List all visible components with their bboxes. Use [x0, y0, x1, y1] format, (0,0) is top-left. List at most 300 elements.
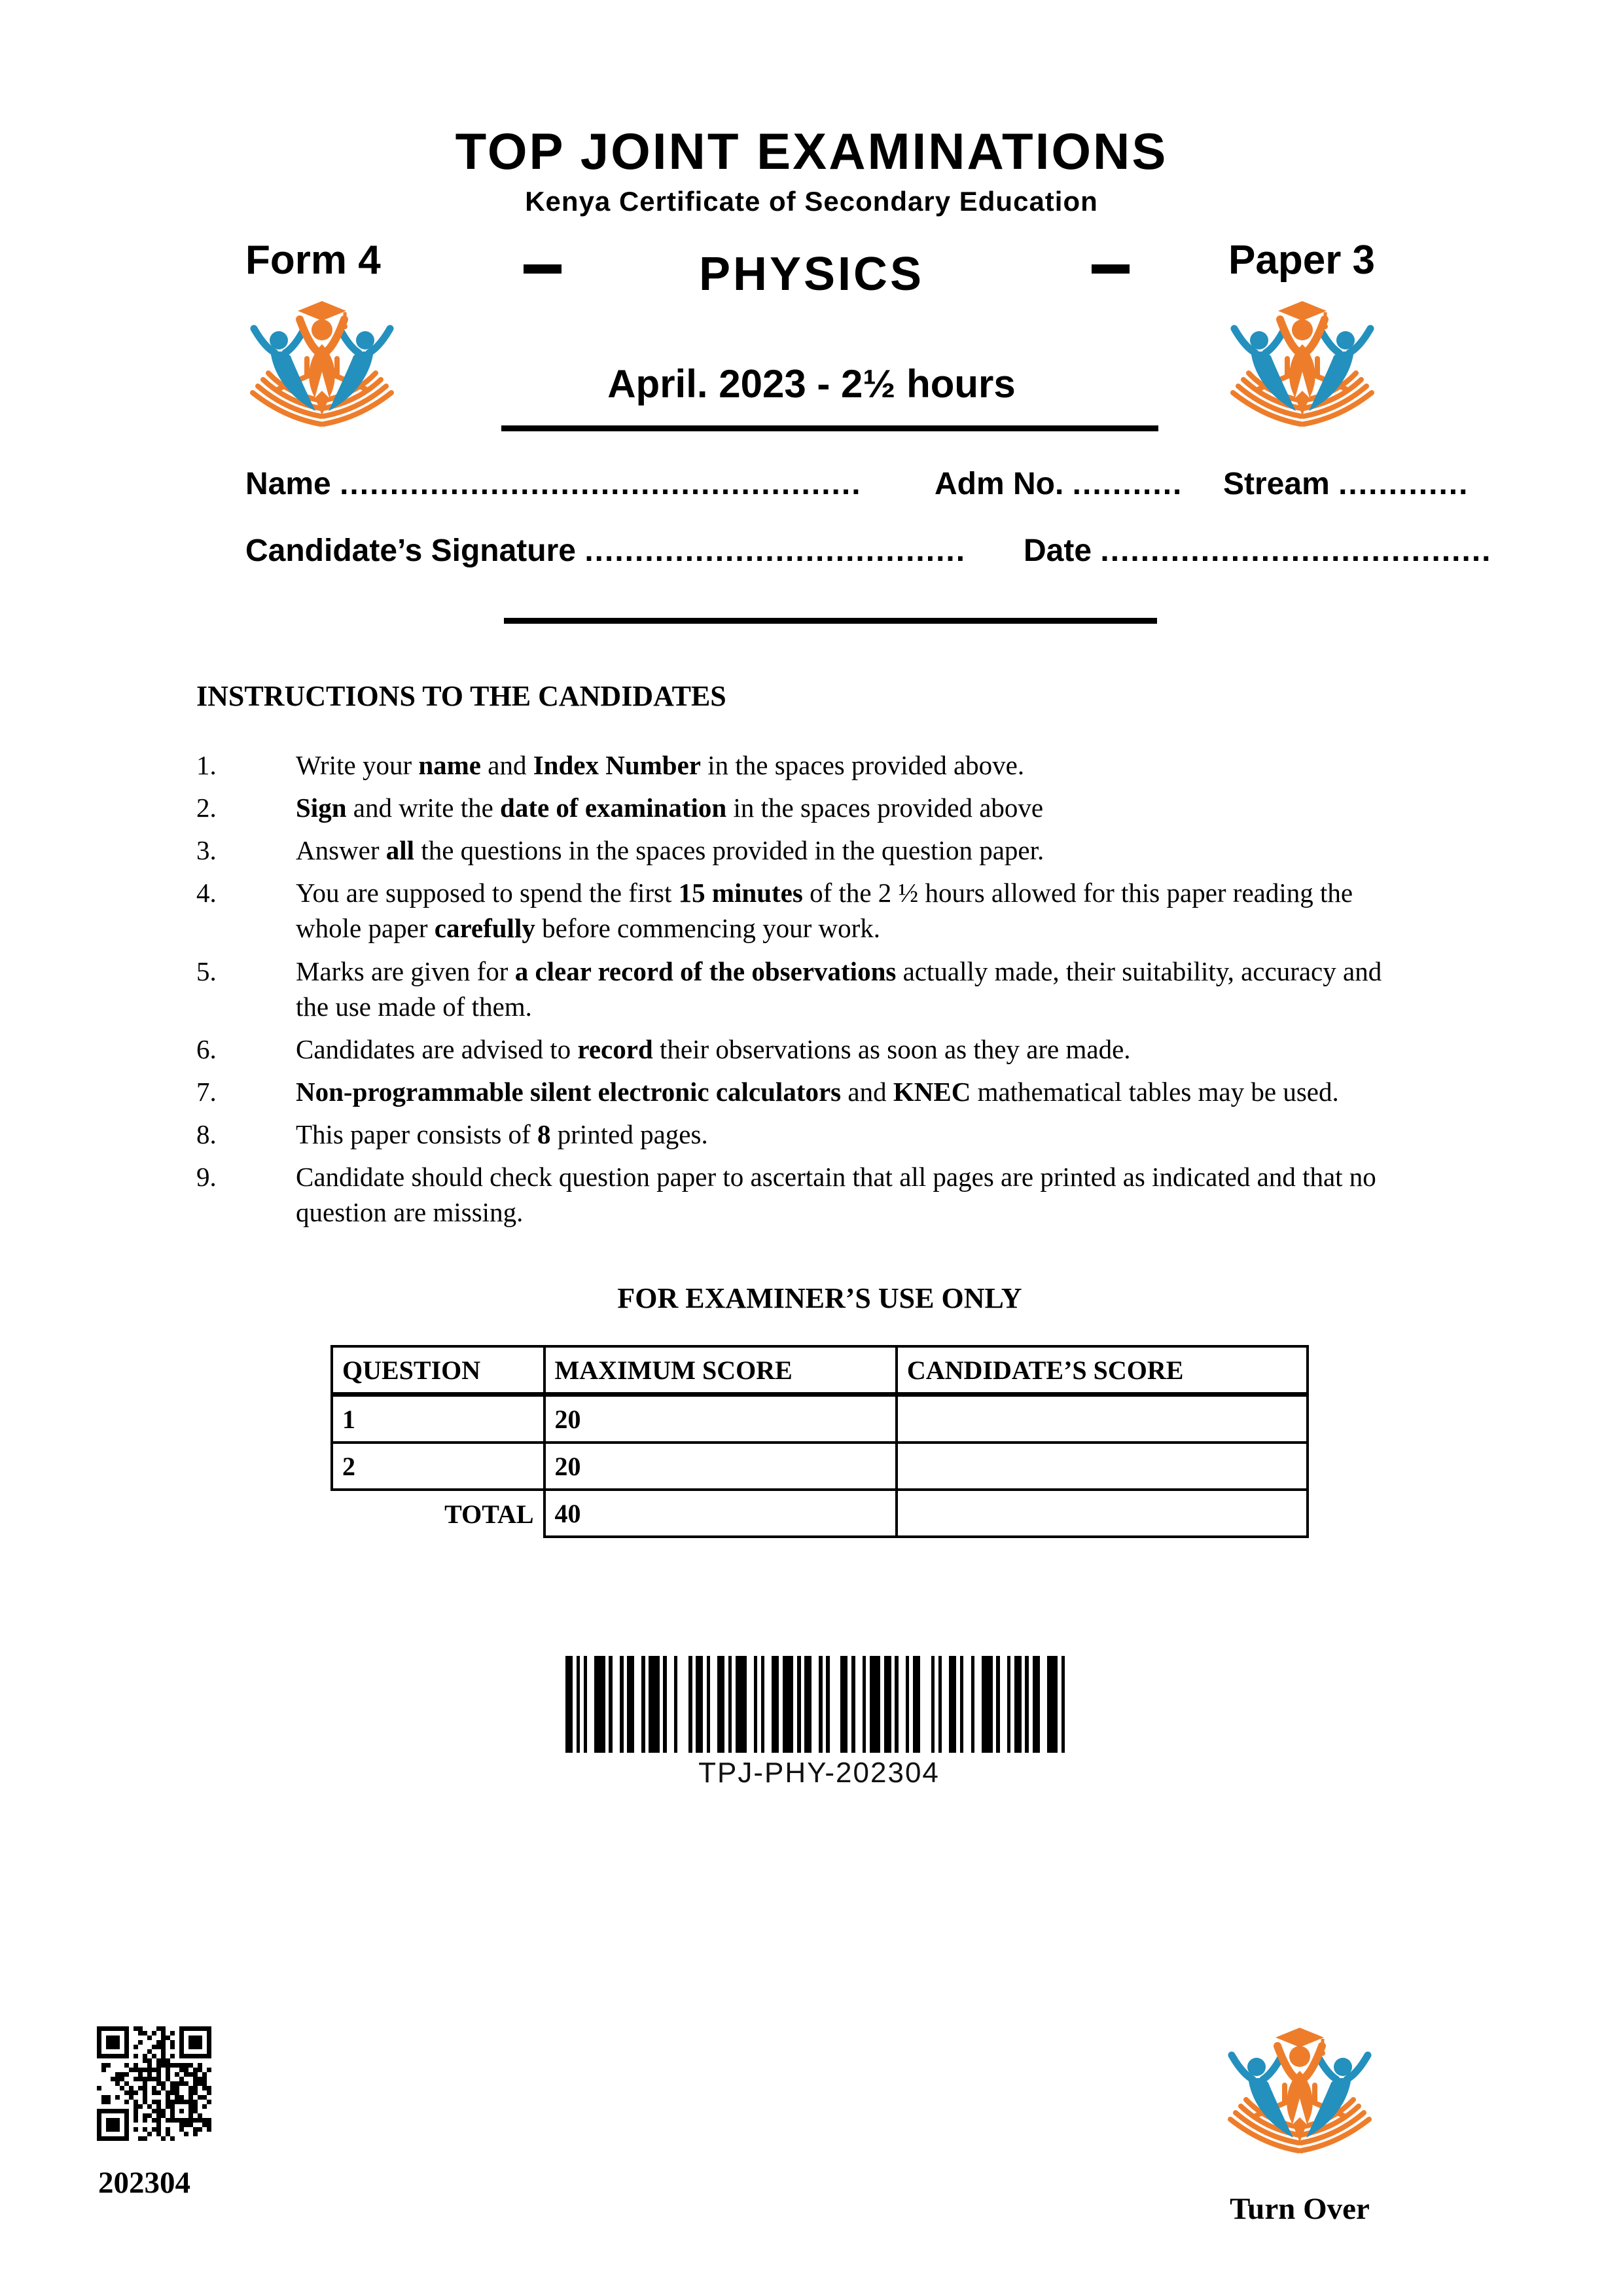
qr-module [152, 2109, 156, 2113]
qr-module [111, 2118, 115, 2123]
qr-module [161, 2068, 166, 2072]
qr-module [106, 2136, 111, 2141]
qr-module [97, 2077, 101, 2081]
score-table-cell: 20 [544, 1443, 897, 1490]
instruction-number: 5. [196, 956, 217, 986]
qr-module [111, 2136, 115, 2141]
qr-module [134, 2036, 138, 2040]
qr-module [166, 2045, 170, 2049]
qr-module [198, 2045, 202, 2049]
qr-module [193, 2127, 198, 2132]
qr-module [166, 2100, 170, 2104]
barcode-gap [963, 1656, 971, 1753]
qr-module [198, 2077, 202, 2081]
qr-module [129, 2100, 134, 2104]
instruction-text: Non-programmable silent electronic calculators and KNEC mathematical tables may be used. [296, 1076, 1339, 1107]
qr-module [111, 2127, 115, 2132]
qr-module [166, 2136, 170, 2141]
qr-module [188, 2063, 193, 2068]
qr-module [161, 2072, 166, 2077]
qr-module [97, 2031, 101, 2036]
qr-module [101, 2104, 106, 2109]
qr-module [175, 2036, 179, 2040]
qr-module [152, 2104, 156, 2109]
instruction-text: Candidate should check question paper to ascertain that all pages are printed as indicated and that no question are missing. [296, 1162, 1376, 1228]
qr-module [138, 2049, 143, 2054]
qr-module [120, 2104, 124, 2109]
qr-module [188, 2072, 193, 2077]
qr-module [134, 2086, 138, 2090]
date-label: Date [1024, 533, 1092, 568]
qr-module [198, 2058, 202, 2063]
qr-module [184, 2095, 188, 2100]
qr-module [97, 2058, 101, 2063]
qr-module [179, 2063, 184, 2068]
qr-module [207, 2036, 211, 2040]
qr-module [111, 2132, 115, 2136]
adm-no-field [935, 466, 1183, 502]
qr-module [166, 2086, 170, 2090]
qr-module [156, 2049, 161, 2054]
qr-module [134, 2123, 138, 2127]
qr-module [138, 2113, 143, 2118]
barcode-bar [949, 1656, 956, 1753]
qr-module [115, 2068, 120, 2072]
instruction-number: 1. [196, 750, 217, 780]
qr-module [193, 2031, 198, 2036]
qr-module [134, 2132, 138, 2136]
qr-module [124, 2100, 129, 2104]
qr-module [170, 2086, 175, 2090]
qr-module [170, 2077, 175, 2081]
qr-module [202, 2049, 207, 2054]
qr-module [129, 2072, 134, 2077]
score-table-header-cell: CANDIDATE’S SCORE [897, 1346, 1308, 1395]
qr-module [156, 2045, 161, 2049]
qr-module [175, 2132, 179, 2136]
exam-board-title: TOP JOINT EXAMINATIONS [455, 122, 1168, 180]
qr-module [161, 2040, 166, 2045]
qr-module [147, 2026, 152, 2031]
qr-module [156, 2123, 161, 2127]
barcode-bar [1014, 1656, 1022, 1753]
instruction-number: 4. [196, 878, 217, 908]
qr-module [152, 2072, 156, 2077]
qr-module [193, 2081, 198, 2086]
barcode-gap [974, 1656, 982, 1753]
qr-module [97, 2054, 101, 2058]
qr-module [166, 2081, 170, 2086]
qr-module [179, 2132, 184, 2136]
qr-module [179, 2040, 184, 2045]
qr-module [179, 2049, 184, 2054]
qr-module [129, 2036, 134, 2040]
qr-module [115, 2136, 120, 2141]
qr-module [184, 2049, 188, 2054]
qr-module [138, 2036, 143, 2040]
qr-module [120, 2132, 124, 2136]
qr-module [193, 2058, 198, 2063]
qr-module [106, 2100, 111, 2104]
qr-module [166, 2063, 170, 2068]
qr-module [170, 2127, 175, 2132]
qr-module [156, 2077, 161, 2081]
stream-label: Stream [1223, 467, 1330, 501]
qr-module [170, 2081, 175, 2086]
qr-module [152, 2100, 156, 2104]
qr-module [111, 2100, 115, 2104]
qr-module [188, 2086, 193, 2090]
qr-module [143, 2040, 147, 2045]
qr-module [188, 2036, 193, 2040]
qr-module [161, 2063, 166, 2068]
score-table-total-row [332, 1490, 1308, 1537]
barcode-bar [696, 1656, 703, 1753]
instruction-number: 8. [196, 1119, 217, 1149]
qr-module [106, 2086, 111, 2090]
qr-module [156, 2040, 161, 2045]
qr-module [129, 2118, 134, 2123]
qr-module [188, 2049, 193, 2054]
qr-module [115, 2040, 120, 2045]
qr-module [120, 2068, 124, 2072]
qr-module [193, 2068, 198, 2072]
qr-module [101, 2086, 106, 2090]
qr-module [156, 2109, 161, 2113]
qr-module [184, 2040, 188, 2045]
qr-module [129, 2081, 134, 2086]
qr-module [134, 2054, 138, 2058]
qr-module [120, 2049, 124, 2054]
qr-module [147, 2072, 152, 2077]
qr-module [198, 2086, 202, 2090]
barcode-bar [913, 1656, 920, 1753]
adm-no-dotted-line: ........... [1072, 467, 1183, 501]
qr-module [97, 2036, 101, 2040]
qr-module [184, 2036, 188, 2040]
qr-module [106, 2068, 111, 2072]
qr-module [106, 2104, 111, 2109]
qr-module [124, 2086, 129, 2090]
qr-module [175, 2127, 179, 2132]
school-logo-icon [1219, 2020, 1381, 2157]
qr-module [101, 2063, 106, 2068]
qr-module [152, 2031, 156, 2036]
qr-module [198, 2072, 202, 2077]
qr-module [156, 2072, 161, 2077]
qr-module [188, 2054, 193, 2058]
qr-module [138, 2058, 143, 2063]
qr-module [161, 2086, 166, 2090]
qr-module [129, 2095, 134, 2100]
qr-module [124, 2068, 129, 2072]
qr-module [188, 2058, 193, 2063]
qr-module [166, 2113, 170, 2118]
qr-module [166, 2090, 170, 2095]
qr-module [166, 2123, 170, 2127]
instruction-item [196, 1117, 1400, 1152]
qr-module [156, 2081, 161, 2086]
qr-module [97, 2113, 101, 2118]
paper-code: 202304 [98, 2166, 190, 2200]
qr-module [202, 2113, 207, 2118]
qr-module [166, 2058, 170, 2063]
qr-module [101, 2036, 106, 2040]
qr-module [202, 2132, 207, 2136]
qr-module [129, 2104, 134, 2109]
qr-module [124, 2109, 129, 2113]
qr-module [170, 2100, 175, 2104]
qr-module [147, 2040, 152, 2045]
qr-module [170, 2040, 175, 2045]
qr-module [101, 2058, 106, 2063]
qr-module [207, 2026, 211, 2031]
qr-module [179, 2086, 184, 2090]
qr-module [179, 2058, 184, 2063]
qr-module [198, 2118, 202, 2123]
qr-module [207, 2113, 211, 2118]
qr-module [156, 2058, 161, 2063]
qr-module [207, 2040, 211, 2045]
qr-module [124, 2026, 129, 2031]
qr-module [115, 2132, 120, 2136]
qr-module [175, 2054, 179, 2058]
instruction-text: You are supposed to spend the first 15 minutes of the 2 ½ hours allowed for this paper reading the whole paper carefully before commencing your work. [296, 878, 1353, 944]
qr-module [161, 2058, 166, 2063]
qr-module [97, 2132, 101, 2136]
qr-module [111, 2095, 115, 2100]
qr-module [179, 2026, 184, 2031]
qr-module [188, 2045, 193, 2049]
qr-module [134, 2031, 138, 2036]
qr-module [143, 2132, 147, 2136]
qr-module [124, 2127, 129, 2132]
qr-module [184, 2086, 188, 2090]
qr-module [129, 2123, 134, 2127]
qr-module [115, 2127, 120, 2132]
qr-module [124, 2058, 129, 2063]
qr-module [184, 2054, 188, 2058]
qr-module [170, 2090, 175, 2095]
qr-module [120, 2058, 124, 2063]
qr-module [207, 2095, 211, 2100]
qr-module [143, 2095, 147, 2100]
qr-module [138, 2100, 143, 2104]
qr-module [120, 2040, 124, 2045]
qr-module [124, 2095, 129, 2100]
qr-module [175, 2031, 179, 2036]
score-table-header-cell: QUESTION [332, 1346, 544, 1395]
qr-module [161, 2077, 166, 2081]
qr-module [156, 2086, 161, 2090]
qr-module [179, 2095, 184, 2100]
qr-module [179, 2123, 184, 2127]
qr-module [111, 2113, 115, 2118]
qr-module [207, 2031, 211, 2036]
qr-module [161, 2081, 166, 2086]
qr-module [143, 2077, 147, 2081]
qr-module [147, 2118, 152, 2123]
qr-module [97, 2095, 101, 2100]
qr-module [175, 2104, 179, 2109]
qr-module [111, 2109, 115, 2113]
qr-module [184, 2045, 188, 2049]
qr-module [97, 2127, 101, 2132]
qr-module [97, 2136, 101, 2141]
qr-module [120, 2090, 124, 2095]
qr-module [106, 2127, 111, 2132]
qr-module [184, 2136, 188, 2141]
qr-module [147, 2077, 152, 2081]
qr-module [184, 2100, 188, 2104]
qr-module [147, 2049, 152, 2054]
qr-module [198, 2040, 202, 2045]
qr-module [143, 2113, 147, 2118]
qr-module [120, 2045, 124, 2049]
qr-module [166, 2072, 170, 2077]
instruction-item [196, 1031, 1400, 1067]
qr-module [175, 2058, 179, 2063]
qr-module [138, 2127, 143, 2132]
qr-module [124, 2063, 129, 2068]
qr-module [193, 2104, 198, 2109]
qr-module [138, 2104, 143, 2109]
instruction-item [196, 1159, 1400, 1230]
qr-module [161, 2054, 166, 2058]
qr-module [129, 2031, 134, 2036]
qr-module [134, 2095, 138, 2100]
qr-module [179, 2036, 184, 2040]
qr-module [143, 2068, 147, 2072]
qr-module [101, 2095, 106, 2100]
qr-module [120, 2054, 124, 2058]
qr-module [111, 2104, 115, 2109]
qr-module [129, 2113, 134, 2118]
qr-module [188, 2132, 193, 2136]
qr-module [138, 2054, 143, 2058]
qr-module [134, 2127, 138, 2132]
qr-module [193, 2036, 198, 2040]
qr-module [179, 2100, 184, 2104]
qr-module [97, 2100, 101, 2104]
qr-module [161, 2113, 166, 2118]
qr-module [106, 2132, 111, 2136]
qr-module [101, 2026, 106, 2031]
qr-module [124, 2049, 129, 2054]
barcode-gap [710, 1656, 717, 1753]
name-field [245, 466, 862, 502]
qr-module [170, 2104, 175, 2109]
score-table-header-cell: MAXIMUM SCORE [544, 1346, 897, 1395]
qr-module [193, 2109, 198, 2113]
qr-module [152, 2132, 156, 2136]
qr-module [106, 2123, 111, 2127]
instruction-item [196, 1074, 1400, 1109]
paper-number-label: Paper 3 [1228, 238, 1376, 283]
qr-module [134, 2090, 138, 2095]
barcode-bar [783, 1656, 794, 1753]
barcode-bar [884, 1656, 891, 1753]
qr-module [97, 2104, 101, 2109]
qr-module [124, 2072, 129, 2077]
qr-module [156, 2136, 161, 2141]
qr-module [193, 2026, 198, 2031]
qr-module [156, 2132, 161, 2136]
qr-module [152, 2026, 156, 2031]
qr-module [207, 2063, 211, 2068]
qr-module [166, 2054, 170, 2058]
score-table-cell [897, 1443, 1308, 1490]
qr-module [101, 2109, 106, 2113]
exam-session-duration: April. 2023 - 2½ hours [607, 362, 1016, 406]
qr-module [184, 2081, 188, 2086]
examiner-use-heading: FOR EXAMINER’S USE ONLY [617, 1282, 1022, 1314]
qr-module [111, 2031, 115, 2036]
qr-module [202, 2077, 207, 2081]
subject-title: PHYSICS [698, 248, 925, 300]
qr-module [188, 2127, 193, 2132]
qr-module [184, 2127, 188, 2132]
qr-module [124, 2036, 129, 2040]
qr-module [115, 2104, 120, 2109]
qr-module [202, 2118, 207, 2123]
qr-module [101, 2123, 106, 2127]
qr-module [166, 2026, 170, 2031]
barcode-bar [1047, 1656, 1058, 1753]
instruction-item [196, 875, 1400, 946]
qr-module [138, 2040, 143, 2045]
qr-module [101, 2118, 106, 2123]
qr-module [175, 2077, 179, 2081]
qr-module [166, 2127, 170, 2132]
qr-module [198, 2127, 202, 2132]
qr-module [106, 2031, 111, 2036]
qr-module [198, 2054, 202, 2058]
qr-module [202, 2095, 207, 2100]
qr-module [161, 2123, 166, 2127]
qr-module [147, 2045, 152, 2049]
qr-module [138, 2123, 143, 2127]
qr-module [166, 2040, 170, 2045]
qr-module [143, 2136, 147, 2141]
qr-module [184, 2063, 188, 2068]
exam-certificate-subtitle: Kenya Certificate of Secondary Education [525, 186, 1098, 217]
qr-module [175, 2068, 179, 2072]
instruction-number: 6. [196, 1033, 217, 1064]
qr-module [175, 2063, 179, 2068]
qr-module [198, 2090, 202, 2095]
qr-module [198, 2049, 202, 2054]
qr-module [161, 2095, 166, 2100]
qr-module [124, 2054, 129, 2058]
qr-module [101, 2090, 106, 2095]
qr-module [184, 2031, 188, 2036]
qr-module [207, 2054, 211, 2058]
qr-module [111, 2090, 115, 2095]
qr-module [184, 2104, 188, 2109]
qr-module [184, 2109, 188, 2113]
qr-module [184, 2077, 188, 2081]
qr-module [170, 2049, 175, 2054]
qr-module [115, 2109, 120, 2113]
qr-module [202, 2026, 207, 2031]
qr-module [170, 2113, 175, 2118]
qr-module [120, 2063, 124, 2068]
qr-module [156, 2063, 161, 2068]
qr-module [129, 2063, 134, 2068]
qr-module [129, 2127, 134, 2132]
qr-module [156, 2113, 161, 2118]
